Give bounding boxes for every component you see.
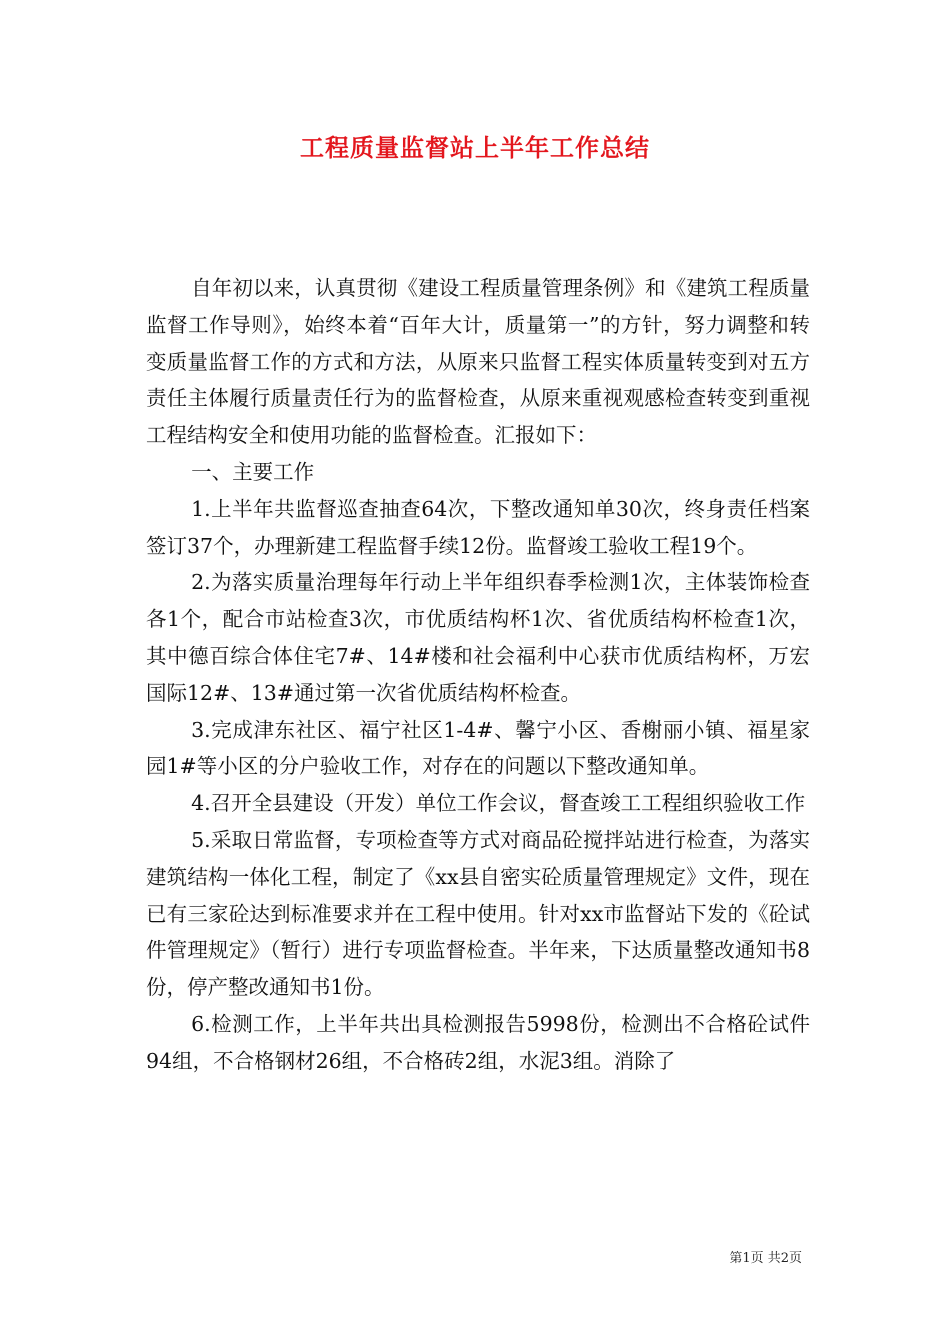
page-number-footer: 第1页 共2页 [729, 1251, 802, 1266]
paragraph-item-5: 5.采取日常监督，专项检查等方式对商品砼搅拌站进行检查，为落实建筑结构一体化工程，制定了《xx县自密实砼质量管理规定》文件，现在已有三家砼达到标准要求并在工程中使用。针对xx市监督站下发的《砼试件管理规定》（暂行）进行专项监督检查。半年来，下达质量整改通知书8份，停产整改通知书1份。 [146, 827, 810, 1000]
paragraph-item-2: 2.为落实质量治理每年行动上半年组织春季检测1次，主体装饰检查各1个，配合市站检查3次，市优质结构杯1次、省优质结构杯检查1次，其中德百综合体住宅7#、14#楼和社会福利中心获市优质结构杯，万宏国际12#、13#通过第一次省优质结构杯检查。 [146, 570, 810, 705]
paragraph-item-1: 1.上半年共监督巡查抽查64次，下整改通知单30次，终身责任档案签订37个，办理新建工程监督手续12份。监督竣工验收工程19个。 [146, 496, 810, 558]
section-heading-main-work: 一、主要工作 [191, 459, 315, 484]
document-title: 工程质量监督站上半年工作总结 [300, 133, 650, 162]
paragraph-item-3: 3.完成津东社区、福宁社区1-4#、馨宁小区、香榭丽小镇、福星家园1#等小区的分户验收工作，对存在的问题以下整改通知单。 [146, 717, 810, 779]
paragraph-intro: 自年初以来，认真贯彻《建设工程质量管理条例》和《建筑工程质量监督工作导则》，始终本着“百年大计，质量第一”的方针，努力调整和转变质量监督工作的方式和方法，从原来只监督工程实体质量转变到对五方责任主体履行质量责任行为的监督检查，从原来重视观感检查转变到重视工程结构安全和使用功能的监督检查。汇报如下： [146, 276, 810, 448]
paragraph-item-6: 6.检测工作，上半年共出具检测报告5998份，检测出不合格砼试件94组，不合格钢材26组，不合格砖2组，水泥3组。消除了 [146, 1011, 810, 1073]
document-body [146, 270, 810, 1080]
paragraph-item-4: 4.召开全县建设（开发）单位工作会议，督查竣工工程组织验收工作 [191, 791, 806, 816]
